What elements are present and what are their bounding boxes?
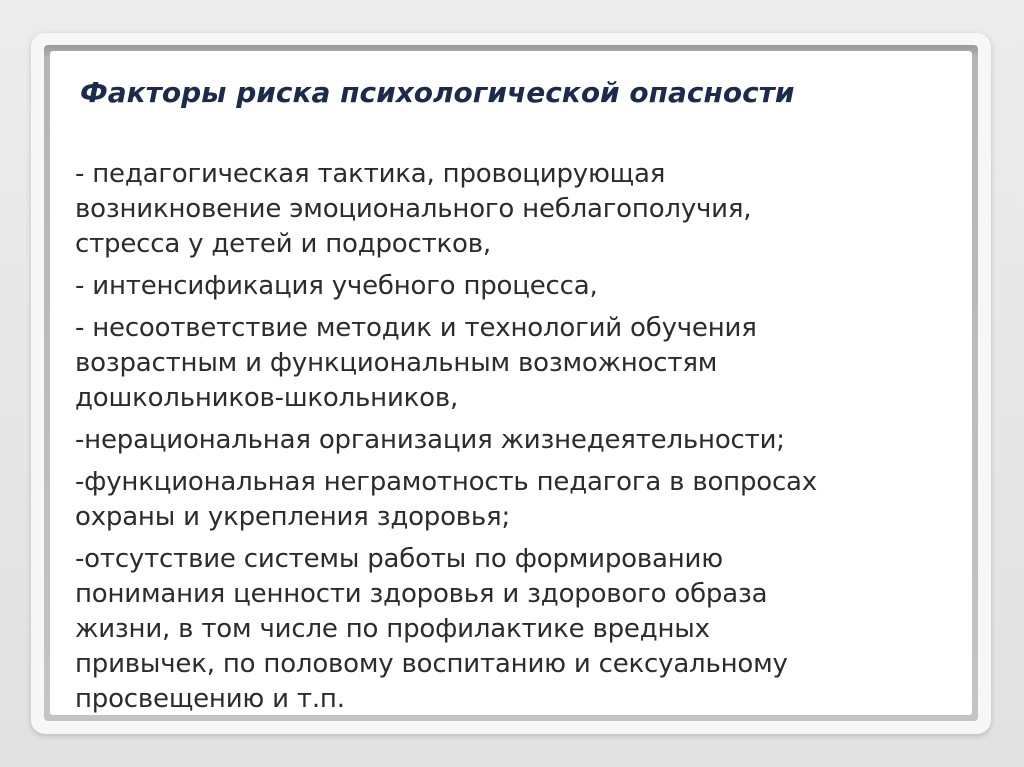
slide-content <box>50 51 972 715</box>
list-item-line: возрастным и функциональным возможностям <box>75 348 718 378</box>
list-item-line: просвещению и т.п. <box>75 684 345 714</box>
list-item <box>75 465 955 535</box>
list-item-line: стресса у детей и подростков, <box>75 229 491 259</box>
list-item-line: возникновение эмоционального неблагополучия, <box>75 194 752 224</box>
list-item-line: - несоответствие методик и технологий обучения <box>75 313 757 343</box>
list-item-line: дошкольников-школьников, <box>75 383 459 413</box>
list-item-line: понимания ценности здоровья и здорового образа <box>75 579 768 609</box>
list-item-line: жизни, в том числе по профилактике вредных <box>75 614 710 644</box>
list-item-line: -функциональная неграмотность педагога в вопросах <box>75 467 817 497</box>
list-item <box>75 311 955 416</box>
slide-title: Факторы риска психологической опасности <box>80 76 795 109</box>
list-item-line: -отсутствие системы работы по формированию <box>75 544 723 574</box>
list-item-line: привычек, по половому воспитанию и сексуальному <box>75 649 788 679</box>
list-item-line: -нерациональная организация жизнедеятельности; <box>75 425 785 455</box>
list-item <box>75 157 955 262</box>
list-item <box>75 269 955 304</box>
list-item <box>75 542 955 717</box>
list-item-line: - педагогическая тактика, провоцирующая <box>75 159 666 189</box>
list-item-line: - интенсификация учебного процесса, <box>75 271 598 301</box>
bullet-list <box>75 157 955 724</box>
list-item-line: охраны и укрепления здоровья; <box>75 502 511 532</box>
list-item <box>75 423 955 458</box>
